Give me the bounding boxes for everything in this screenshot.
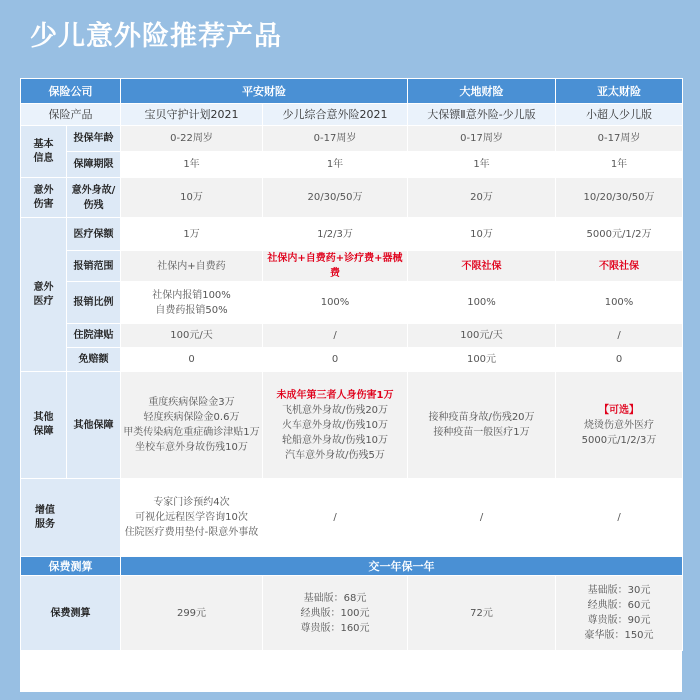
- cell-line: 轻度疾病保险金0.6万: [143, 412, 240, 423]
- cell: /: [556, 479, 683, 557]
- cell-line: 尊贵版：160元: [300, 622, 370, 634]
- cell: 100%: [263, 282, 408, 324]
- category-accident-injury: [21, 178, 67, 218]
- product-row: [21, 104, 683, 126]
- cell: 0-22周岁: [121, 126, 263, 152]
- cell: 0: [263, 348, 408, 372]
- cell: 100元/天: [408, 324, 556, 348]
- cell-line: 接种疫苗一般医疗1万: [433, 427, 530, 438]
- row-label: 投保年龄: [67, 126, 121, 152]
- company-yatai: 亚太财险: [556, 79, 683, 104]
- cell: 5000元/1/2万: [556, 218, 683, 251]
- deductible-row: [21, 348, 683, 372]
- cell-line: 飞机意外身故/伤残20万: [281, 404, 389, 416]
- cell: /: [556, 324, 683, 348]
- cell-highlight: 不限社保: [408, 251, 556, 282]
- category-accident-medical: [21, 218, 67, 372]
- category-other: [21, 372, 67, 479]
- cell: 0-17周岁: [556, 126, 683, 152]
- cell: 社保内+自费药: [121, 251, 263, 282]
- cell-line: 坐校车意外身故伤残10万: [135, 442, 248, 453]
- cell: 0: [121, 348, 263, 372]
- cell: 1年: [408, 152, 556, 178]
- cell: [556, 372, 683, 479]
- cell: 72元: [408, 576, 556, 651]
- cell: 1年: [263, 152, 408, 178]
- row-label: 免赔额: [67, 348, 121, 372]
- cell-line: 基础版：30元: [587, 585, 651, 596]
- category-label: 意外伤害: [33, 184, 54, 210]
- other-row: [21, 372, 683, 479]
- medical-scope-row: [21, 251, 683, 282]
- category-label: 意外医疗: [33, 281, 54, 307]
- cell-line: 烧烫伤意外医疗: [584, 419, 654, 431]
- cell-line: 社保内报销100%: [152, 289, 231, 301]
- cell: 10万: [408, 218, 556, 251]
- cell-line-highlight: 【可选】: [599, 404, 639, 416]
- cell: /: [263, 324, 408, 348]
- cell: 100元: [408, 348, 556, 372]
- product-name: 少儿综合意外险2021: [263, 104, 408, 126]
- cell-highlight: 社保内+自费药+诊疗费+器械费: [263, 251, 408, 282]
- company-label: 保险公司: [21, 79, 121, 104]
- company-pingan: 平安财险: [121, 79, 408, 104]
- cell: 1年: [556, 152, 683, 178]
- cell: 0: [556, 348, 683, 372]
- company-dadi: 大地财险: [408, 79, 556, 104]
- cell: [556, 576, 683, 651]
- cell-line: 接种疫苗身故/伤残20万: [428, 412, 535, 423]
- cell: 0-17周岁: [263, 126, 408, 152]
- cell: [263, 576, 408, 651]
- cell-line: 专家门诊预约4次: [153, 497, 230, 508]
- term-row: [21, 152, 683, 178]
- cell-line: 尊贵版：90元: [587, 615, 651, 626]
- cell: 1年: [121, 152, 263, 178]
- value-added-row: [21, 479, 683, 557]
- cell-line: 重度疾病保险金3万: [148, 397, 235, 408]
- row-label: 医疗保额: [67, 218, 121, 251]
- cell-line: 经典版：60元: [587, 600, 651, 611]
- cell-line: 可视化远程医学咨询10次: [135, 512, 248, 523]
- premium-header-value: 交一年保一年: [121, 557, 683, 576]
- cell: /: [408, 479, 556, 557]
- premium-header-row: [21, 557, 683, 576]
- cell: 0-17周岁: [408, 126, 556, 152]
- cell: [121, 479, 263, 557]
- cell-line: 汽车意外身故/伤残5万: [285, 449, 385, 461]
- premium-row: [21, 576, 683, 651]
- comparison-table: [20, 78, 683, 651]
- cell: [121, 372, 263, 479]
- cell: [408, 372, 556, 479]
- cell: 20/30/50万: [263, 178, 408, 218]
- cell: 10万: [121, 178, 263, 218]
- row-label: 保费测算: [21, 576, 121, 651]
- category-value-added: [21, 479, 121, 557]
- cell-line: 经典版：100元: [300, 607, 370, 619]
- product-name: 大保镖Ⅱ意外险-少儿版: [408, 104, 556, 126]
- company-header-row: [21, 79, 683, 104]
- category-label: 基本信息: [33, 138, 54, 164]
- cell: 20万: [408, 178, 556, 218]
- cell-line: 基础版：68元: [303, 592, 367, 604]
- cell-line: 5000元/1/2/3万: [581, 434, 657, 446]
- row-label: 其他保障: [67, 372, 121, 479]
- row-label: 报销范围: [67, 251, 121, 282]
- page-title: 少儿意外险推荐产品: [30, 21, 282, 52]
- row-label: [67, 178, 121, 218]
- cell: 1万: [121, 218, 263, 251]
- cell: 10/20/30/50万: [556, 178, 683, 218]
- cell-line: 豪华版：150元: [584, 630, 654, 641]
- row-label: 住院津贴: [67, 324, 121, 348]
- cell: 100%: [556, 282, 683, 324]
- medical-ratio-row: [21, 282, 683, 324]
- cell-line: 住院医疗费用垫付-限意外事故: [124, 527, 259, 538]
- category-label: 其他保障: [33, 412, 54, 437]
- cell: /: [263, 479, 408, 557]
- product-label: 保险产品: [21, 104, 121, 126]
- cell-line: 轮船意外身故/伤残10万: [281, 434, 389, 446]
- medical-amount-row: [21, 218, 683, 251]
- injury-row: [21, 178, 683, 218]
- cell: 299元: [121, 576, 263, 651]
- cell-line-highlight: 未成年第三者人身伤害1万: [276, 389, 394, 401]
- category-label: 增值服务: [35, 504, 55, 530]
- category-basic-info: [21, 126, 67, 178]
- comparison-sheet: [20, 78, 682, 692]
- row-label: 保障期限: [67, 152, 121, 178]
- row-label: 报销比例: [67, 282, 121, 324]
- cell-line: 甲类传染病危重症确诊津贴1万: [123, 427, 260, 438]
- cell: 1/2/3万: [263, 218, 408, 251]
- premium-header-label: 保费测算: [21, 557, 121, 576]
- cell-line: 火车意外身故/伤残10万: [281, 419, 389, 431]
- allowance-row: [21, 324, 683, 348]
- cell-line: 自费药报销50%: [155, 304, 228, 316]
- product-name: 小超人少儿版: [556, 104, 683, 126]
- cell: 100%: [408, 282, 556, 324]
- cell: [121, 282, 263, 324]
- product-name: 宝贝守护计划2021: [121, 104, 263, 126]
- cell-highlight: 不限社保: [556, 251, 683, 282]
- cell: 100元/天: [121, 324, 263, 348]
- age-row: [21, 126, 683, 152]
- row-label-text: 意外身故/伤残: [71, 184, 116, 211]
- cell: [263, 372, 408, 479]
